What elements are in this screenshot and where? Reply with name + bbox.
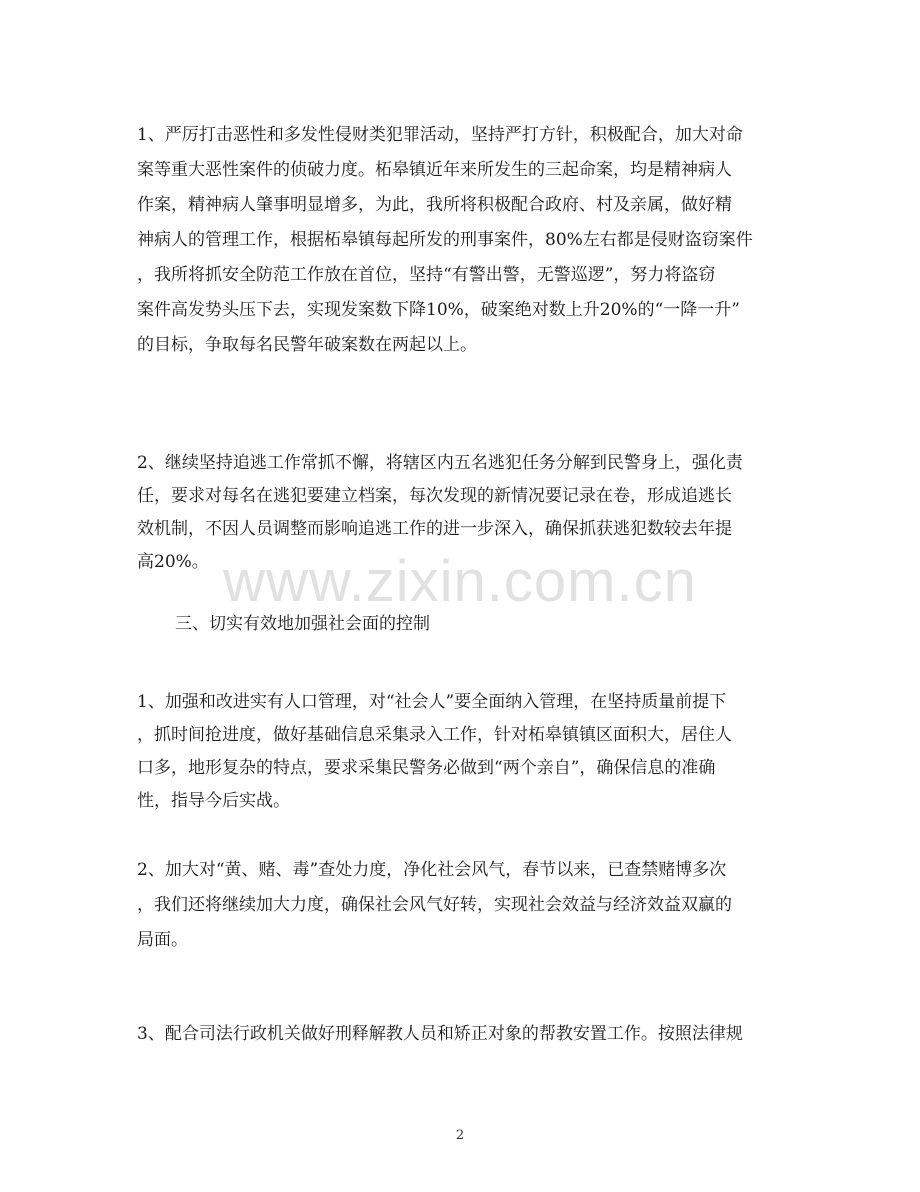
- paragraph-5: [137, 1017, 787, 1051]
- paragraph-line: 作案，精神病人肇事明显增多，为此，我所将积极配合政府、村及亲属，做好精: [137, 195, 732, 215]
- paragraph-line: 性，指导今后实战。: [137, 791, 290, 811]
- paragraph-line: 效机制，不因人员调整而影响追逃工作的进一步深入，确保抓获逃犯数较去年提: [137, 519, 732, 539]
- paragraph-line: 案件高发势头压下去，实现发案数下降10%，破案绝对数上升20%的“一降一升”: [137, 300, 740, 320]
- page-number: 2: [455, 1128, 465, 1143]
- paragraph-line: 任，要求对每名在逃犯要建立档案，每次发现的新情况要记录在卷，形成追逃长: [137, 486, 732, 506]
- watermark: www.zixin.com.cn: [223, 549, 697, 614]
- paragraph-line: 口多，地形复杂的特点，要求采集民警务必做到“两个亲自”，确保信息的准确: [137, 758, 716, 778]
- section-heading: 三、切实有效地加强社会面的控制: [175, 614, 430, 634]
- paragraph-line: 高20%。: [137, 552, 209, 572]
- paragraph-line: 神病人的管理工作，根据柘皋镇每起所发的刑事案件，80%左右都是侵财盗窃案件: [137, 230, 753, 250]
- paragraph-3: [137, 686, 787, 818]
- paragraph-line: ，我所将抓安全防范工作放在首位，坚持“有警出警，无警巡逻”，努力将盗窃: [137, 265, 716, 285]
- paragraph-line: 1、严厉打击恶性和多发性侵财类犯罪活动，坚持严打方针，积极配合，加大对命: [137, 125, 743, 145]
- paragraph-line: 2、继续坚持追逃工作常抓不懈，将辖区内五名逃犯任务分解到民警身上，强化责: [137, 453, 743, 473]
- paragraph-4: [137, 853, 787, 958]
- paragraph-line: ，抓时间抢进度，做好基础信息采集录入工作，针对柘皋镇镇区面积大，居住人: [137, 725, 732, 745]
- paragraph-line: 3、配合司法行政机关做好刑释解教人员和矫正对象的帮教安置工作。按照法律规: [137, 1024, 743, 1044]
- paragraph-1: [137, 118, 787, 363]
- paragraph-line: ，我们还将继续加大力度，确保社会风气好转，实现社会效益与经济效益双赢的: [137, 895, 732, 915]
- paragraph-line: 1、加强和改进实有人口管理，对“社会人”要全面纳入管理，在坚持质量前提下: [137, 692, 727, 712]
- paragraph-line: 局面。: [137, 930, 188, 950]
- paragraph-line: 案等重大恶性案件的侦破力度。柘皋镇近年来所发生的三起命案，均是精神病人: [137, 160, 732, 180]
- paragraph-2: [137, 447, 787, 579]
- paragraph-line: 的目标，争取每名民警年破案数在两起以上。: [137, 335, 477, 355]
- paragraph-line: 2、加大对“黄、赌、毒”查处力度，净化社会风气，春节以来，已查禁赌博多次: [137, 860, 727, 880]
